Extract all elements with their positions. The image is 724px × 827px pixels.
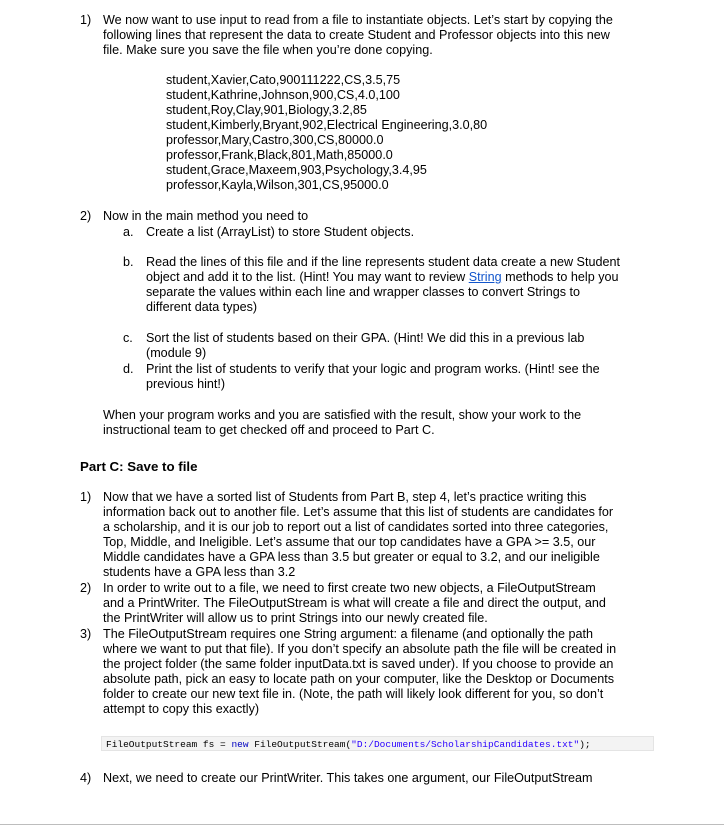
data-line: professor,Kayla,Wilson,301,CS,95000.0 [166, 178, 389, 192]
paragraph-line: and a PrintWriter. The FileOutputStream is what will create a file and direct the output, and [103, 596, 606, 610]
paragraph-line: where we want to put that file). If you don’t specify an absolute path the file will be created in [103, 642, 617, 656]
paragraph-line: In order to write out to a file, we need to first create two new objects, a FileOutputStream [103, 581, 596, 595]
code-snippet [101, 736, 654, 751]
sublist-label: b. [123, 255, 134, 269]
code-keyword: new [231, 739, 249, 750]
code-end: ); [579, 739, 591, 750]
sublist-label: c. [123, 331, 133, 345]
list-number: 1) [80, 13, 92, 27]
data-line: student,Kathrine,Johnson,900,CS,4.0,100 [166, 88, 400, 102]
paragraph-line: Now that we have a sorted list of Students from Part B, step 4, let’s practice writing this [103, 490, 587, 504]
data-line: professor,Frank,Black,801,Math,85000.0 [166, 148, 393, 162]
paragraph-line: a scholarship, and it is our job to report out a list of candidates sorted into three categories, [103, 520, 609, 534]
code-type: FileOutputStream [106, 739, 198, 750]
paragraph-line: students have a GPA less than 3.2 [103, 565, 296, 579]
page-bottom-divider [0, 824, 724, 825]
code-string: "D:/Documents/ScholarshipCandidates.txt" [351, 739, 580, 750]
code-ctor: FileOutputStream( [248, 739, 352, 750]
paragraph-line [146, 270, 619, 285]
line-text: object and add it to the list. (Hint! You may want to review [146, 270, 469, 284]
section-heading: Part C: Save to file [80, 459, 198, 474]
paragraph-line: The FileOutputStream requires one String argument: a filename (and optionally the path [103, 627, 594, 641]
data-line: student,Kimberly,Bryant,902,Electrical Engineering,3.0,80 [166, 118, 488, 132]
sublist-label: d. [123, 362, 134, 376]
paragraph-line: Read the lines of this file and if the line represents student data create a new Student [146, 255, 620, 269]
paragraph-line: Now in the main method you need to [103, 209, 309, 223]
data-line: student,Roy,Clay,901,Biology,3.2,85 [166, 103, 367, 117]
paragraph-line: Create a list (ArrayList) to store Student objects. [146, 225, 415, 239]
paragraph-line: (module 9) [146, 346, 207, 360]
paragraph-line: the PrintWriter will allow us to print Strings into our newly created file. [103, 611, 488, 625]
line-text: methods to help you [501, 270, 619, 284]
paragraph-line: We now want to use input to read from a file to instantiate objects. Let’s start by copying the [103, 13, 613, 27]
data-line: student,Xavier,Cato,900111222,CS,3.5,75 [166, 73, 401, 87]
paragraph-line: attempt to copy this exactly) [103, 702, 260, 716]
paragraph-line: Top, Middle, and Ineligible. Let’s assume that our top candidates have a GPA >= 3.5, our [103, 535, 596, 549]
paragraph-line: different data types) [146, 300, 258, 314]
paragraph-line: instructional team to get checked off and proceed to Part C. [103, 423, 435, 437]
list-number: 2) [80, 209, 92, 223]
list-number: 4) [80, 771, 92, 785]
paragraph-line: Sort the list of students based on their GPA. (Hint! We did this in a previous lab [146, 331, 585, 345]
paragraph-line: Middle candidates have a GPA less than 3.5 but greater or equal to 3.2, and our ineligible [103, 550, 600, 564]
list-number: 2) [80, 581, 92, 595]
list-number: 3) [80, 627, 92, 641]
paragraph-line: information back out to another file. Let’s assume that this list of students are candidates for [103, 505, 614, 519]
paragraph-line: the project folder (the same folder inputData.txt is saved under). If you choose to provide an [103, 657, 614, 671]
paragraph-line: following lines that represent the data to create Student and Professor objects into this new [103, 28, 610, 42]
sublist-label: a. [123, 225, 134, 239]
code-var: fs = [197, 739, 232, 750]
paragraph-line: absolute path, pick an easy to locate path on your computer, like the Desktop or Documents [103, 672, 615, 686]
data-line: student,Grace,Maxeem,903,Psychology,3.4,95 [166, 163, 427, 177]
paragraph-line: Next, we need to create our PrintWriter. This takes one argument, our FileOutputStream [103, 771, 593, 785]
list-number: 1) [80, 490, 92, 504]
data-line: professor,Mary,Castro,300,CS,80000.0 [166, 133, 384, 147]
paragraph-line: When your program works and you are satisfied with the result, show your work to the [103, 408, 582, 422]
paragraph-line: separate the values within each line and wrapper classes to convert Strings to [146, 285, 581, 299]
paragraph-line: folder to create our new text file in. (Note, the path will likely look different for you, so don’t [103, 687, 604, 701]
paragraph-line: file. Make sure you save the file when you’re done copying. [103, 43, 433, 57]
string-link[interactable]: String [468, 270, 502, 284]
paragraph-line: previous hint!) [146, 377, 226, 391]
paragraph-line: Print the list of students to verify that your logic and program works. (Hint! see the [146, 362, 600, 376]
